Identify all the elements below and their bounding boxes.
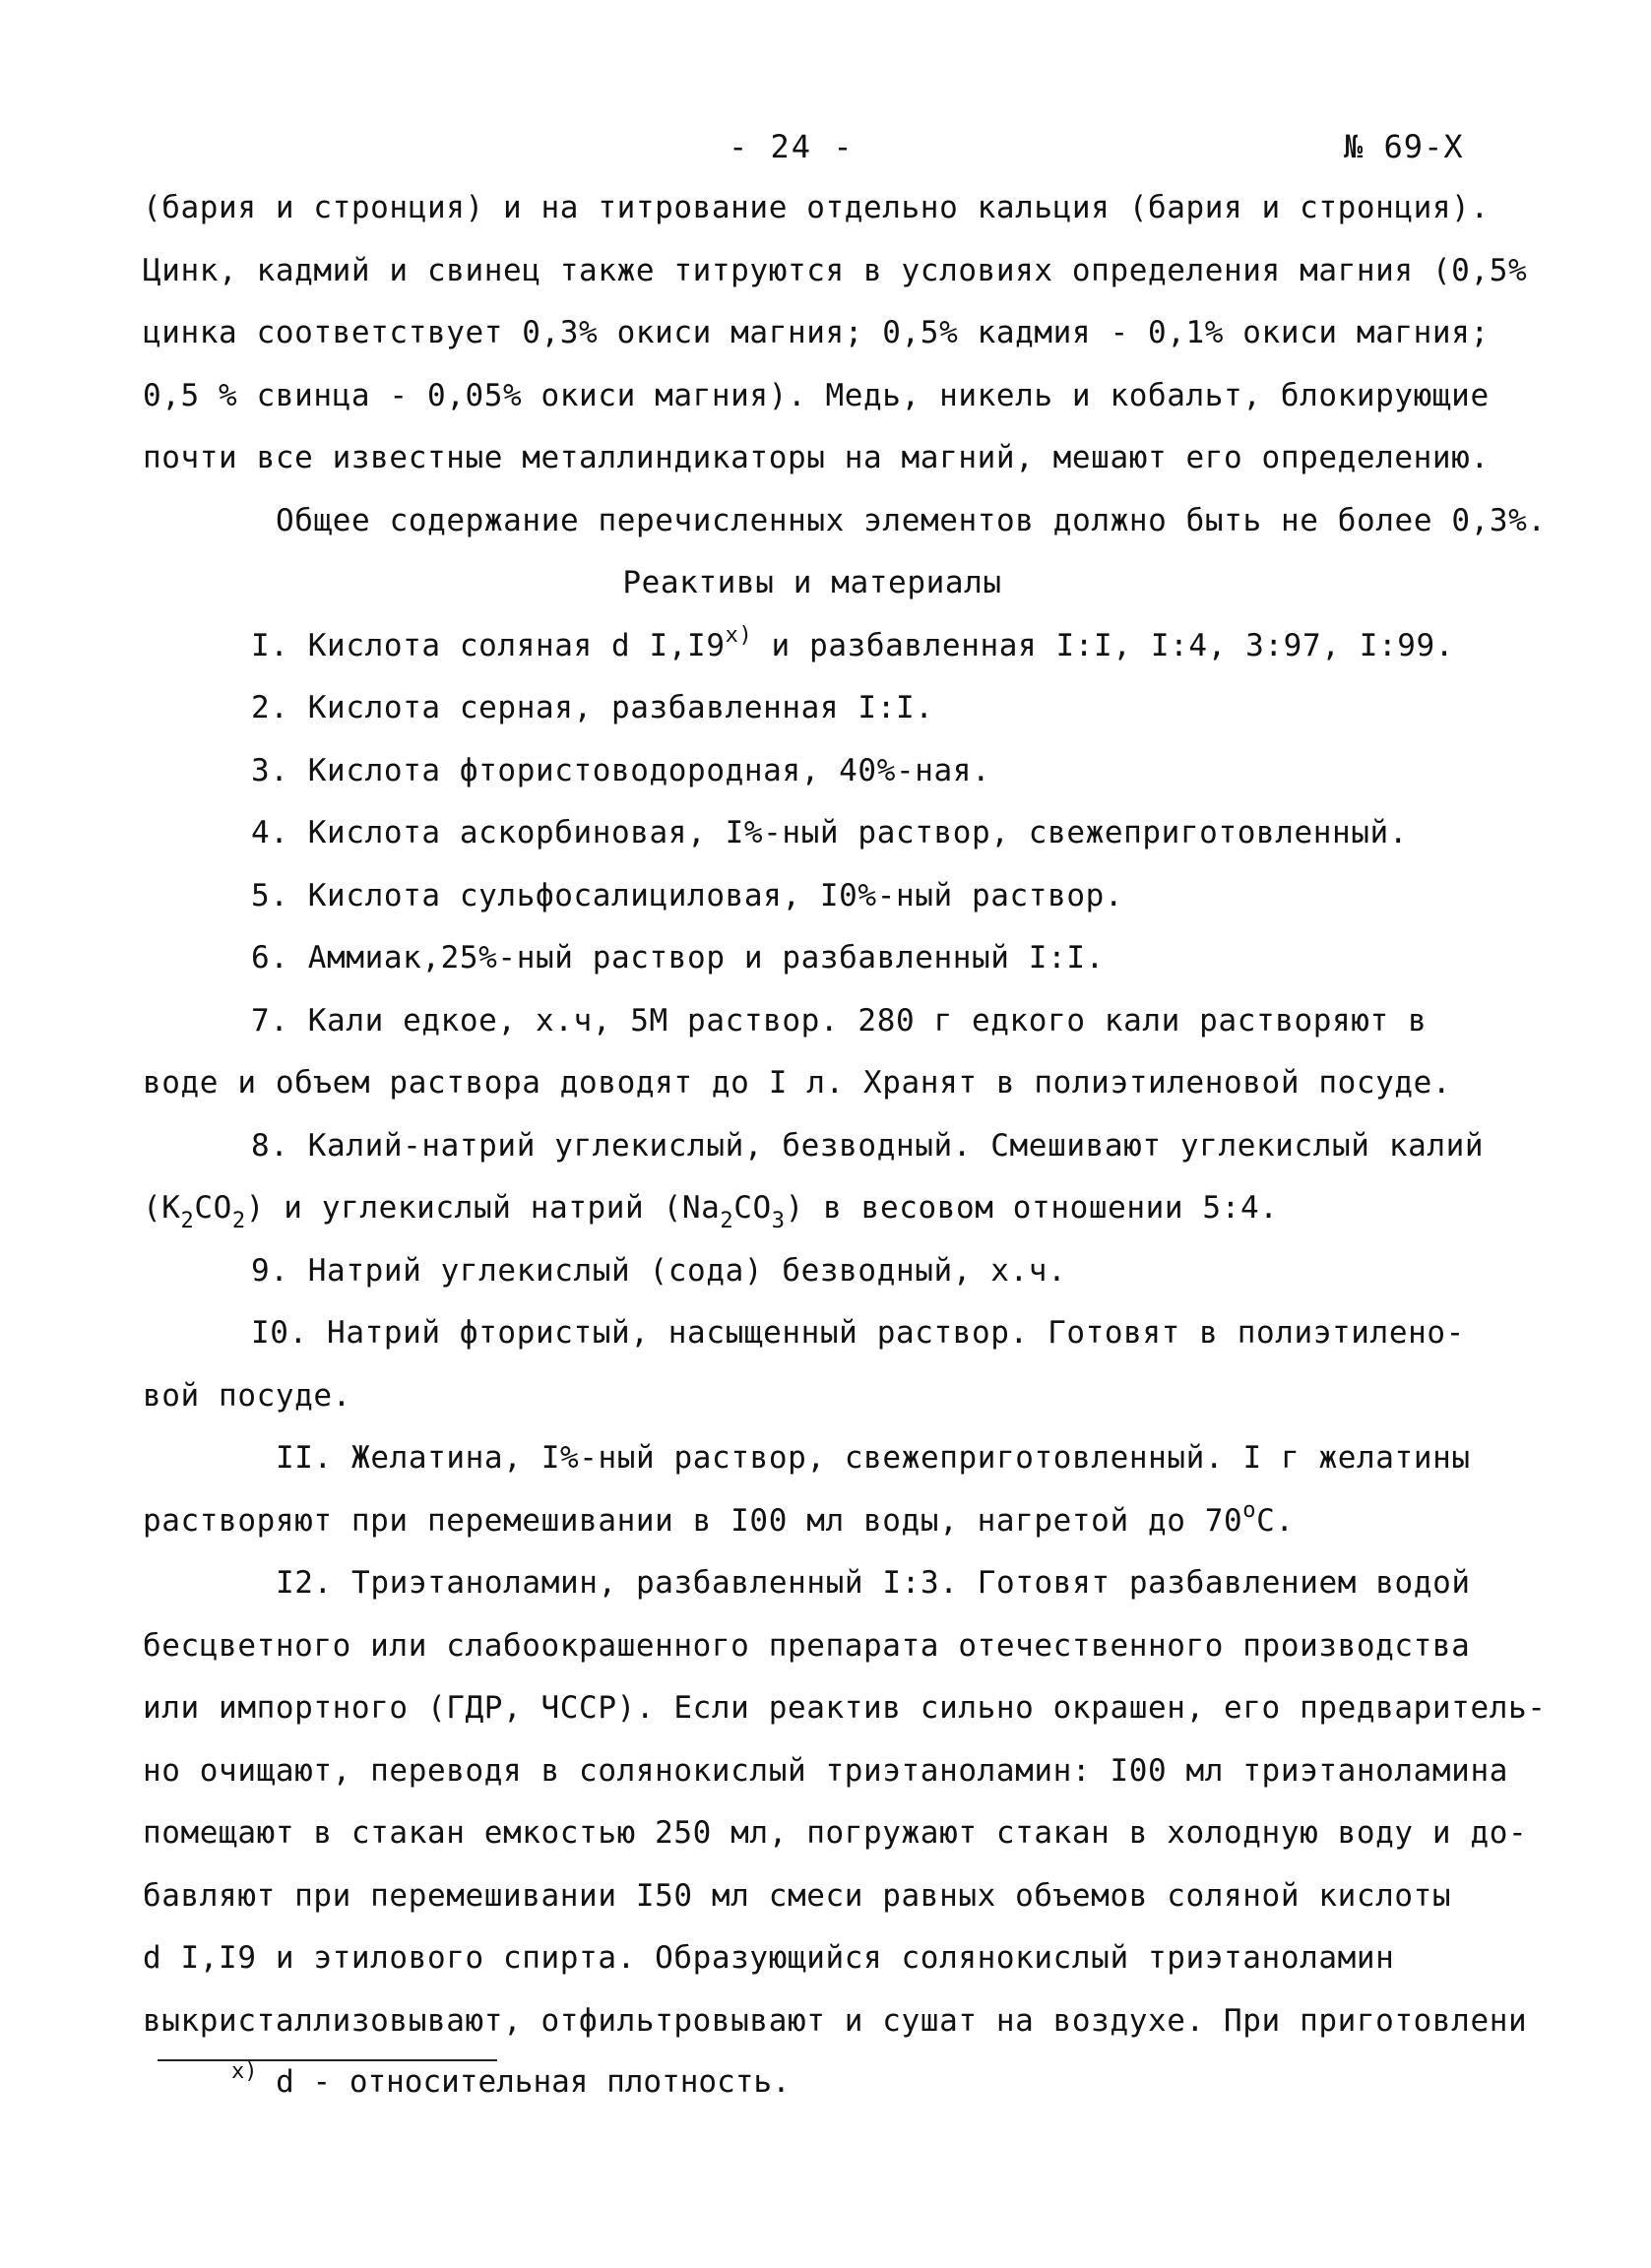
formula-text: (K [143,1190,181,1226]
text-line: или импортного (ГДР, ЧССР). Если реактив сильно окрашен, его предваритель- [143,1690,1547,1726]
reagent-item-7: 7. Кали едкое, х.ч, 5М раствор. 280 г едкого кали растворяют в [251,1002,1428,1039]
reagent-item-6: 6. Аммиак,25%-ный раствор и разбавленный I:I. [251,940,1105,976]
reagent-item-5: 5. Кислота сульфосалициловая, I0%-ный раствор. [251,877,1124,914]
formula-text: ) и углекислый натрий (Na [245,1190,721,1226]
text-line: почти все известные металлиндикаторы на магний, мешают его определению. [143,440,1490,475]
subscript: 2 [231,1209,246,1233]
reagent-item-7-continued: воде и объем раствора доводят до I л. Хранят в полиэтиленовой посуде. [143,1065,1452,1101]
item-text: I. Кислота соляная d I,I9 [251,627,726,663]
item-text: и разбавленная I:I, I:4, 3:97, I:99. [752,627,1455,663]
text-line: бавляют при перемешивании I50 мл смеси равных объемов соляной кислоты [143,1877,1452,1914]
reagent-item-12: I2. Триэтаноламин, разбавленный I:3. Готовят разбавлением водой [276,1565,1471,1601]
reagent-item-11: II. Желатина, I%-ный раствор, свежеприготовленный. I г желатины [276,1440,1471,1476]
degree-mark: o [1242,1497,1257,1523]
footnote-reference: x) [725,622,753,648]
item-text: C. [1256,1502,1295,1539]
reagent-item-1 [143,615,1560,678]
item-text: растворяют при перемешивании в I00 мл воды, нагретой до 70 [143,1502,1243,1539]
formula-text: CO [733,1190,772,1226]
subscript: 3 [771,1209,786,1233]
formula-text: ) в весовом отношении 5:4. [785,1190,1279,1226]
text-line: d I,I9 и этилового спирта. Образующийся солянокислый триэтаноламин [143,1940,1395,1976]
text-line: 0,5 % свинца - 0,05% окиси магния). Медь, никель и кобальт, блокирующие [143,377,1490,413]
text-line: бесцветного или слабоокрашенного препарата отечественного производства [143,1627,1471,1664]
subscript: 2 [720,1209,734,1233]
page-header [0,128,1651,177]
footnote-mark: x) [231,2059,258,2084]
total-content-line: Общее содержание перечисленных элементов должно быть не более 0,3%. [276,502,1547,538]
reagent-item-8: 8. Калий-натрий углекислый, безводный. Смешивают углекислый калий [251,1127,1485,1164]
reagent-item-3: 3. Кислота фтористоводородная, 40%-ная. [251,752,991,788]
text-line: цинка соответствует 0,3% окиси магния; 0,5% кадмия - 0,1% окиси магния; [143,315,1490,350]
reagent-item-10-continued: вой посуде. [143,1377,351,1414]
reagent-item-11-continued [143,1490,1560,1553]
section-title: Реактивы и материалы [622,565,1002,600]
reagent-item-8-continued [143,1177,1560,1240]
reagent-item-2: 2. Кислота серная, разбавленная I:I. [251,690,934,725]
text-line: помещают в стакан емкостью 250 мл, погружают стакан в холодную воду и до- [143,1815,1528,1851]
text-line: Цинк, кадмий и свинец также титруются в условиях определения магния (0,5% [143,252,1528,288]
reagent-item-4: 4. Кислота аскорбиновая, I%-ный раствор, свежеприготовленный. [251,815,1409,850]
document-number: № 69-Х [1344,128,1464,165]
formula-text: CO [194,1190,232,1226]
text-line: (бария и стронция) и на титрование отдельно кальция (бария и стронция). [143,190,1490,225]
document-body [143,177,1560,2052]
text-line: выкристаллизовывают, отфильтровывают и сушат на воздухе. При приготовлени [143,2002,1528,2039]
text-line: но очищают, переводя в солянокислый триэтаноламин: I00 мл триэтаноламина [143,1752,1508,1789]
reagent-item-9: 9. Натрий углекислый (сода) безводный, х.ч. [251,1252,1067,1289]
footnote [231,2057,791,2107]
subscript: 2 [180,1209,195,1233]
page-number: - 24 - [729,128,855,165]
footnote-text: d - относительная плотность. [257,2064,791,2100]
reagent-item-10: I0. Натрий фтористый, насыщенный раствор. Готовят в полиэтилено- [251,1315,1465,1351]
